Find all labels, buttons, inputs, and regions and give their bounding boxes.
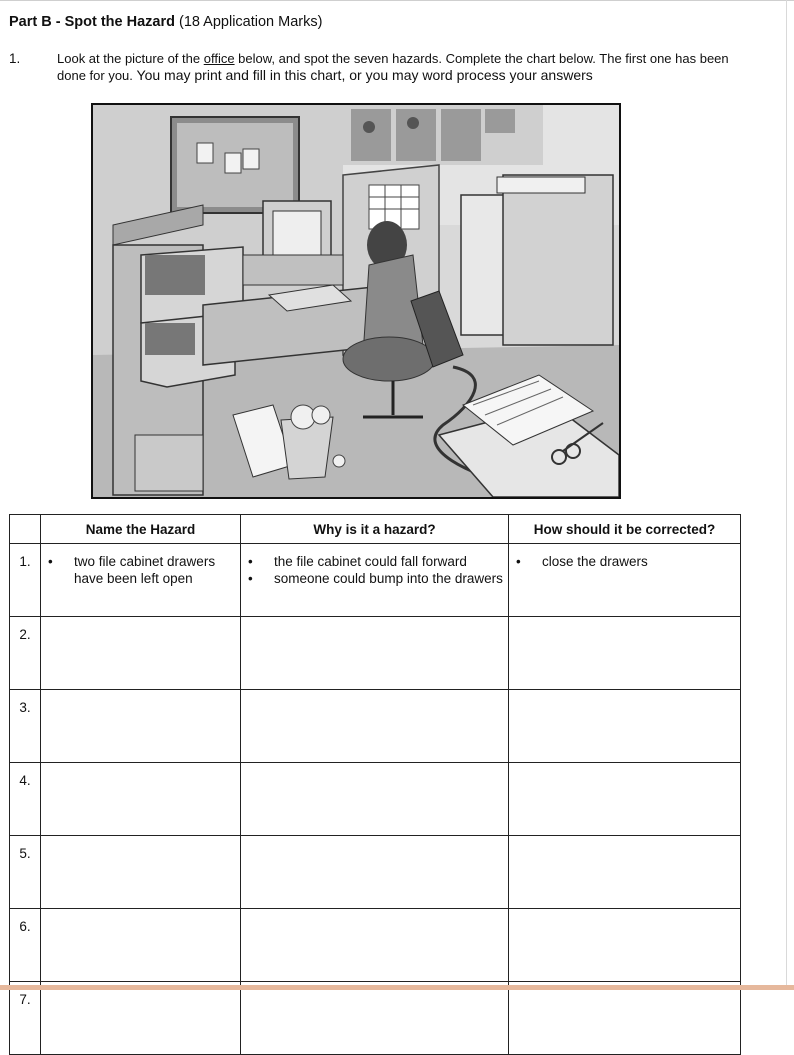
hazard-name-cell[interactable] xyxy=(41,617,241,690)
hazard-why-text: someone could bump into the drawers xyxy=(274,571,503,586)
question-text-office: office xyxy=(203,51,235,66)
question-text-part-b: below, and spot the seven hazards. Complete the chart below. The first one has been done for you. xyxy=(57,51,729,83)
hazard-why-cell[interactable] xyxy=(241,690,509,763)
row-number: 5. xyxy=(10,836,41,909)
bullet: • xyxy=(248,554,253,569)
hazard-fix-cell[interactable] xyxy=(509,982,741,1055)
header-number-cell xyxy=(10,515,41,544)
hazard-fix-cell[interactable] xyxy=(509,909,741,982)
hazard-why-cell[interactable] xyxy=(241,544,509,617)
page-right-edge xyxy=(786,0,787,985)
page-bottom-edge xyxy=(0,985,794,990)
header-how-corrected: How should it be corrected? xyxy=(509,515,741,544)
bullet: • xyxy=(248,571,253,586)
hazard-name-cell[interactable] xyxy=(41,836,241,909)
hazard-why-cell[interactable] xyxy=(241,836,509,909)
table-row xyxy=(10,982,741,1055)
question-text-part-a: Look at the picture of the xyxy=(57,51,204,66)
bullet: • xyxy=(48,554,53,569)
row-number: 1. xyxy=(10,544,41,617)
hazard-fix-text: close the drawers xyxy=(542,554,648,569)
office-scene-drawing xyxy=(93,105,619,497)
hazard-name-cell[interactable] xyxy=(41,544,241,617)
hazard-name-text: two file cabinet drawers have been left open xyxy=(74,554,216,586)
hazard-why-cell[interactable] xyxy=(241,617,509,690)
table-row xyxy=(10,617,741,690)
office-hazard-illustration xyxy=(91,103,621,499)
hazard-name-cell[interactable] xyxy=(41,763,241,836)
table-row xyxy=(10,763,741,836)
hazard-fix-cell[interactable] xyxy=(509,763,741,836)
hazard-why-cell[interactable] xyxy=(241,909,509,982)
header-why-hazard: Why is it a hazard? xyxy=(241,515,509,544)
hazard-name-cell[interactable] xyxy=(41,982,241,1055)
header-name-hazard: Name the Hazard xyxy=(41,515,241,544)
row-number: 6. xyxy=(10,909,41,982)
row-number: 3. xyxy=(10,690,41,763)
section-heading-marks: (18 Application Marks) xyxy=(179,14,323,30)
hazard-chart xyxy=(9,514,741,1055)
hazard-fix-cell[interactable] xyxy=(509,836,741,909)
section-heading xyxy=(9,14,322,30)
chart-header-row xyxy=(10,515,741,544)
question-number: 1. xyxy=(9,51,21,66)
row-number: 7. xyxy=(10,982,41,1055)
bullet: • xyxy=(516,554,521,569)
table-row xyxy=(10,836,741,909)
hazard-fix-cell[interactable] xyxy=(509,617,741,690)
table-row xyxy=(10,909,741,982)
hazard-fix-cell[interactable] xyxy=(509,690,741,763)
hazard-why-cell[interactable] xyxy=(241,763,509,836)
section-heading-title: Part B - Spot the Hazard xyxy=(9,14,175,30)
table-row xyxy=(10,690,741,763)
table-row xyxy=(10,544,741,617)
hazard-fix-cell[interactable] xyxy=(509,544,741,617)
row-number: 4. xyxy=(10,763,41,836)
hazard-why-cell[interactable] xyxy=(241,982,509,1055)
hazard-name-cell[interactable] xyxy=(41,909,241,982)
row-number: 2. xyxy=(10,617,41,690)
hazard-why-text: the file cabinet could fall forward xyxy=(274,554,467,569)
page-top-border xyxy=(0,0,794,1)
question-text-part-c: You may print and fill in this chart, or you may word process your answers xyxy=(132,67,593,83)
hazard-name-cell[interactable] xyxy=(41,690,241,763)
question-instructions xyxy=(57,50,747,84)
